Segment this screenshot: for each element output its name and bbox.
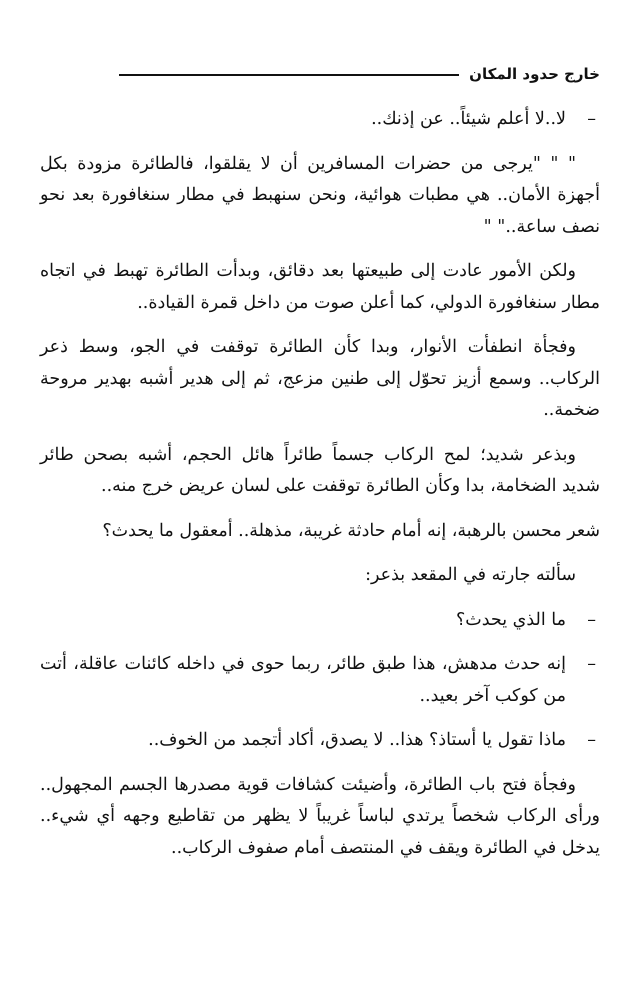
paragraph-lights-off: وفجأة انطفأت الأنوار، وبدا كأن الطائرة توقفت في الجو، وسط ذعر الركاب.. وسمع أزيز تحوّل إلى طنين مزعج، ثم إلى هدير أشبه بهدير مروحة ضخمة..: [40, 337, 600, 420]
dialogue-text-2: ما الذي يحدث؟: [455, 609, 566, 630]
paragraph-landing: ولكن الأمور عادت إلى طبيعتها بعد دقائق، وبدأت الطائرة تهبط في اتجاه مطار سنغافورة الدولي، كما أعلن صوت من داخل قمرة القيادة..: [40, 261, 600, 313]
running-header-title: خارج حدود المكان: [469, 65, 600, 83]
dialogue-line-4: [40, 725, 600, 757]
paragraph-door-opens: وفجأة فتح باب الطائرة، وأضيئت كشافات قوية مصدرها الجسم المجهول.. ورأى الركاب شخصاً يرتدي لباساً غريباً لا يظهر من تقاطيع وجهه أي شيء.. يدخل في الطائرة ويقف في المنتصف أمام صفوف الركاب..: [40, 774, 600, 858]
running-header: [40, 56, 600, 92]
page-body: [40, 104, 600, 877]
dialogue-dash: –: [587, 730, 596, 750]
dialogue-dash: –: [587, 654, 596, 674]
paragraph-awe: شعر محسن بالرهبة، إنه أمام حادثة غريبة، مذهلة.. أمعقول ما يحدث؟: [102, 520, 600, 541]
dialogue-line-1: [40, 104, 600, 136]
header-rule: [119, 74, 459, 76]
paragraph-announcement: " " "يرجى من حضرات المسافرين أن لا يقلقوا، فالطائرة مزودة بكل أجهزة الأمان.. هي مطبات هوائية، ونحن سنهبط في مطار سنغافورة بعد نحو نصف ساعة.." ": [40, 153, 600, 237]
dialogue-text-4: ماذا تقول يا أستاذ؟ هذا.. لا يصدق، أكاد أتجمد من الخوف..: [148, 730, 566, 750]
dialogue-dash: –: [587, 109, 596, 129]
paragraph-ufo: وبذعر شديد؛ لمح الركاب جسماً طائراً هائل الحجم، أشبه بصحن طائر شديد الضخامة، بدا وكأن الطائرة توقفت على لسان عريض خرج منه..: [40, 444, 600, 496]
paragraph-neighbor-question: سألته جارته في المقعد بذعر:: [365, 565, 576, 585]
dialogue-text-1: لا..لا أعلم شيئاً.. عن إذنك..: [371, 109, 566, 129]
dialogue-text-3: إنه حدث مدهش، هذا طبق طائر، ربما حوى في داخله كائنات عاقلة، أتت من كوكب آخر بعيد..: [40, 654, 566, 706]
dialogue-dash: –: [587, 609, 596, 630]
dialogue-line-3: [40, 649, 600, 712]
dialogue-line-2: [40, 605, 600, 637]
